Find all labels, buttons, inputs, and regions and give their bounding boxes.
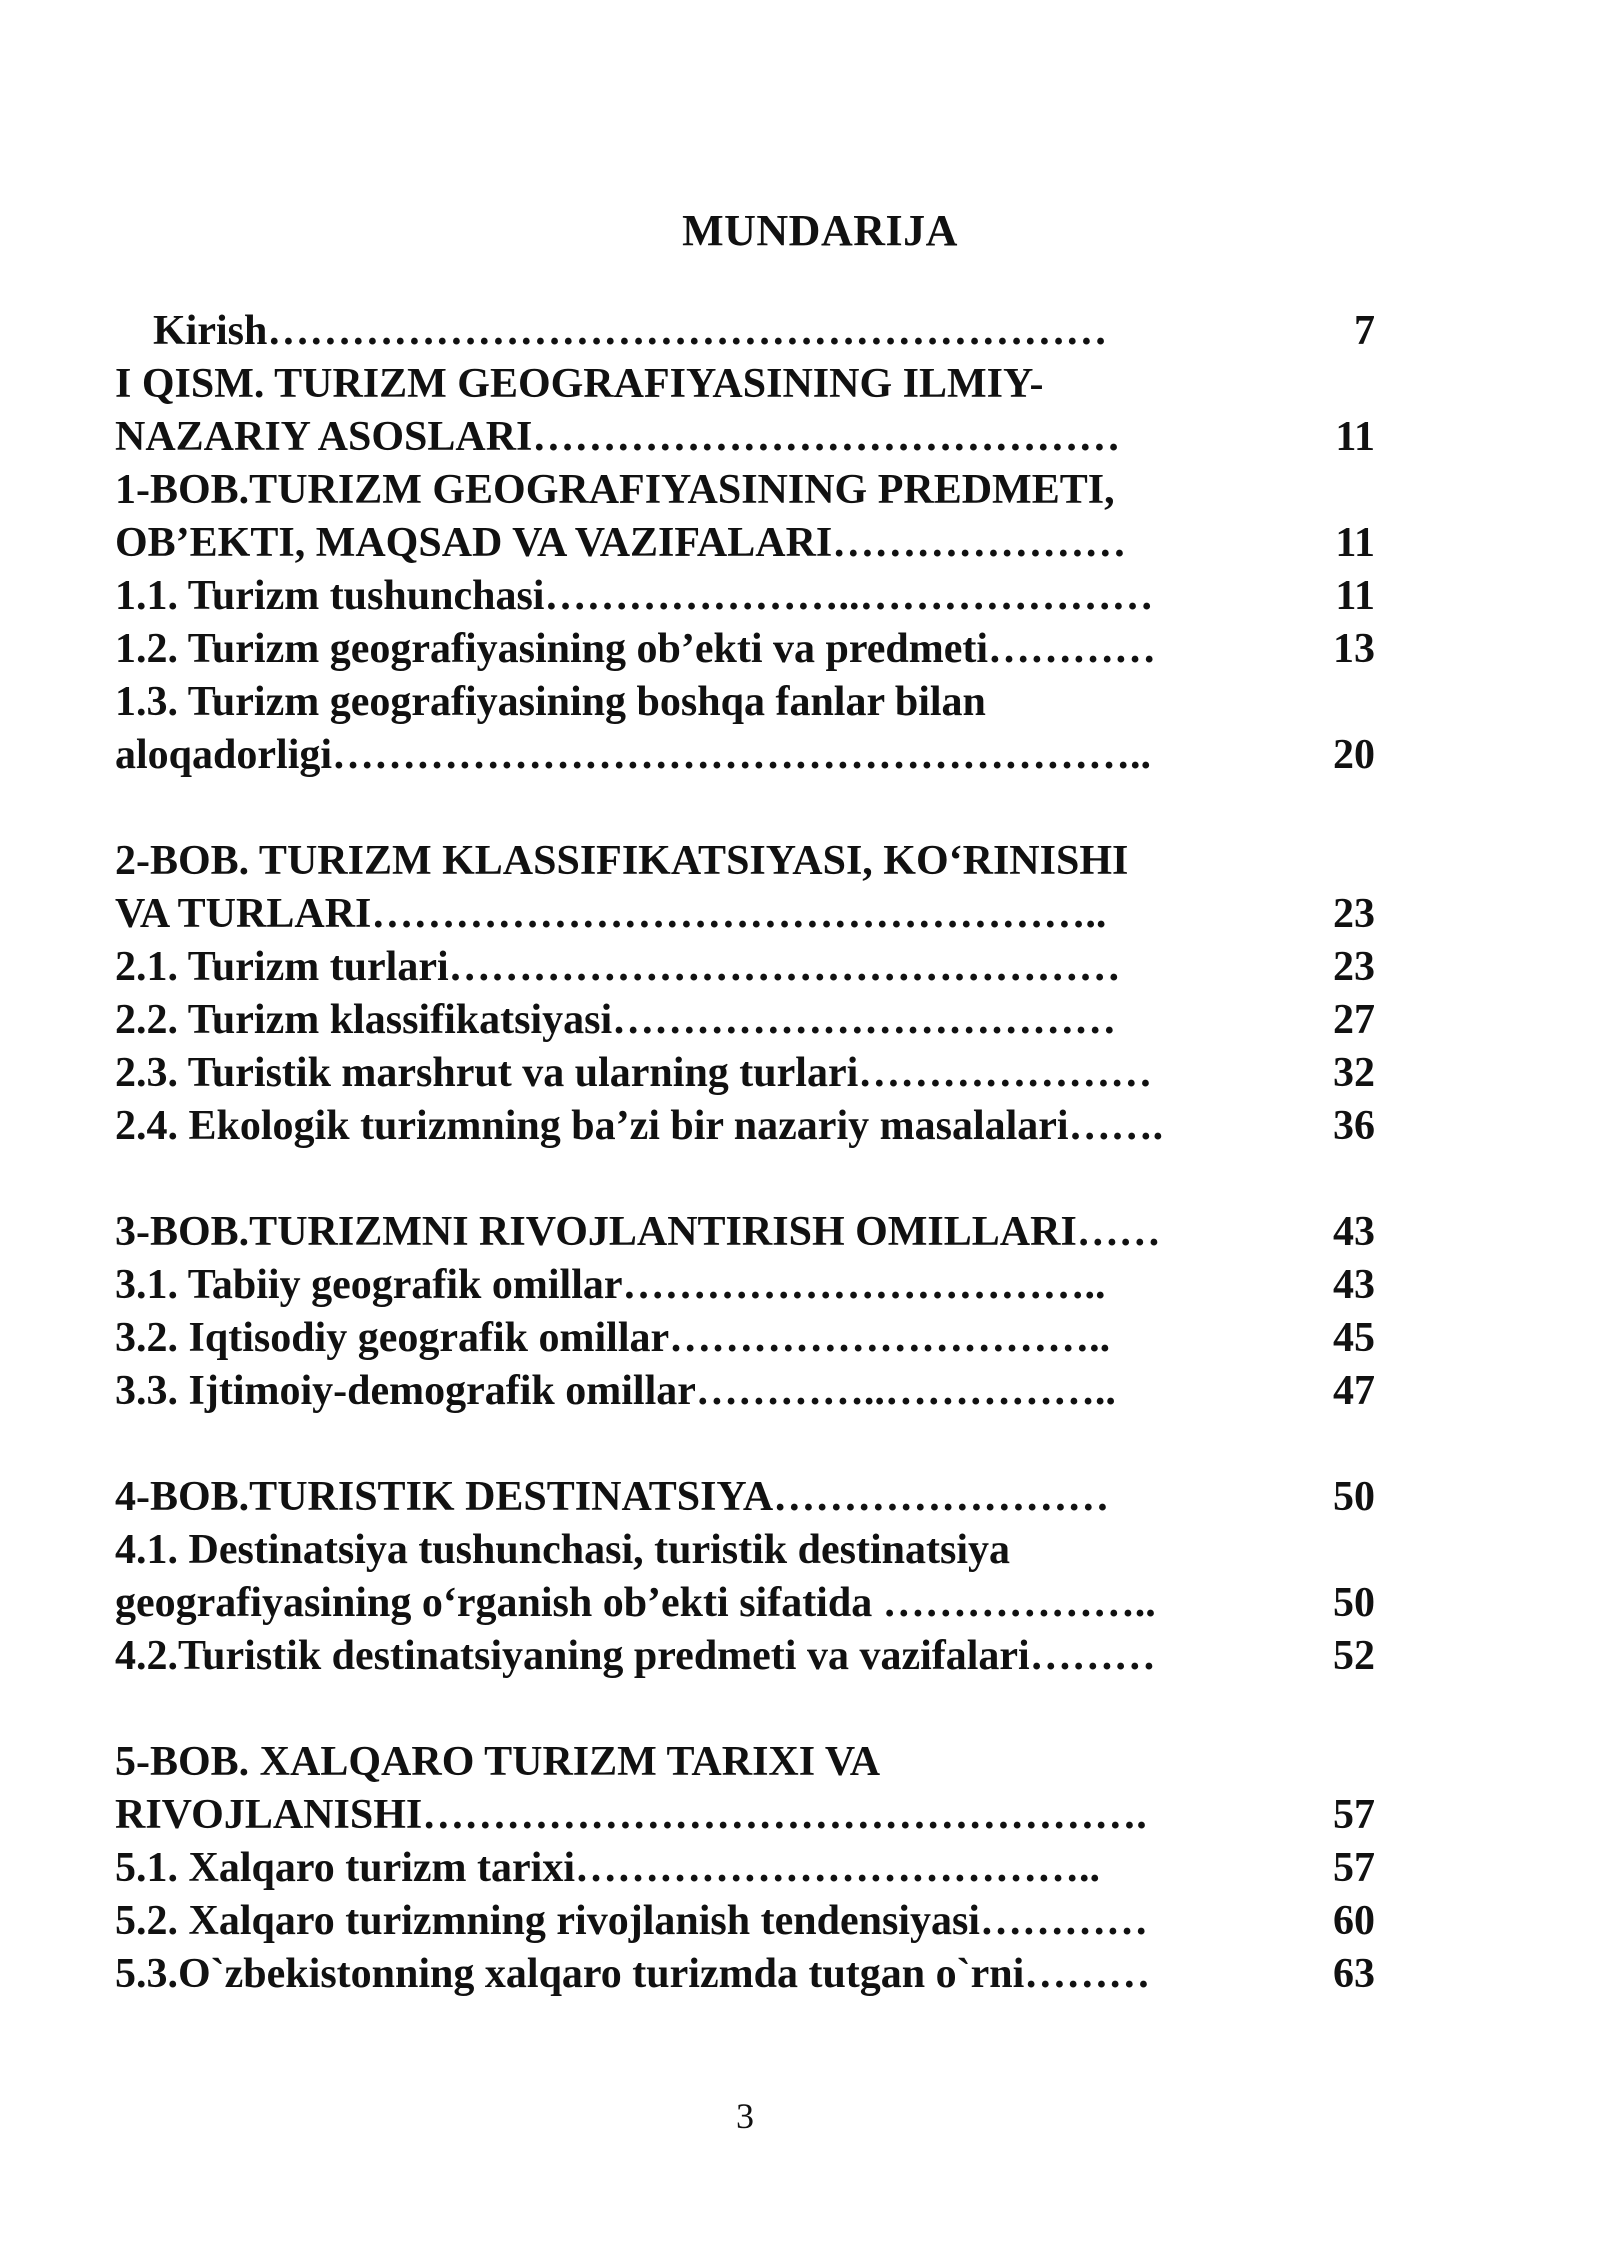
toc-entry-1-3[interactable]: [115, 676, 1375, 782]
toc-entry-2-4[interactable]: [115, 1100, 1375, 1153]
toc-entry-text: 2.1. Turizm turlari…………………………………………: [115, 944, 1121, 990]
toc-entry-chapter-5[interactable]: [115, 1736, 1375, 1842]
toc-entry-page: 36: [1333, 1103, 1375, 1149]
toc-entry-3-1[interactable]: [115, 1259, 1375, 1312]
toc-entry-3-2[interactable]: [115, 1312, 1375, 1365]
toc-entry-text: 2.2. Turizm klassifikatsiyasi………………………………: [115, 997, 1117, 1043]
toc-entry-page: 63: [1333, 1951, 1375, 1997]
toc-entry-text: 3.2. Iqtisodiy geografik omillar…………………………..: [115, 1315, 1111, 1361]
toc-entry-page: 7: [1354, 308, 1375, 354]
toc-entry-chapter-1[interactable]: [115, 464, 1375, 570]
toc-entry-text: 2.3. Turistik marshrut va ularning turlari…………………: [115, 1050, 1153, 1096]
toc-entry-text: 5.3.O`zbekistonning xalqaro turizmda tutgan o`rni………: [115, 1951, 1151, 1997]
toc-entry-kirish[interactable]: [115, 305, 1375, 358]
toc-entry-page: 23: [1333, 944, 1375, 990]
toc-entry-2-3[interactable]: [115, 1047, 1375, 1100]
toc-entry-text: 1.3. Turizm geografiyasining boshqa fanlar bilan aloqadorligi…………………………………………………..: [115, 679, 1152, 778]
toc-entry-chapter-3[interactable]: [115, 1206, 1375, 1259]
table-of-contents: [115, 305, 1375, 2001]
toc-entry-text: 1-BOB.TURIZM GEOGRAFIYASINING PREDMETI, OB’EKTI, MAQSAD VA VAZIFALARI…………………: [115, 467, 1127, 566]
toc-entry-4-2[interactable]: [115, 1630, 1375, 1683]
toc-entry-page: 57: [1333, 1792, 1375, 1838]
toc-entry-chapter-4[interactable]: [115, 1471, 1375, 1524]
toc-entry-page: 57: [1333, 1845, 1375, 1891]
toc-entry-text: 4.2.Turistik destinatsiyaning predmeti va vazifalari………: [115, 1633, 1156, 1679]
toc-entry-text: 5.1. Xalqaro turizm tarixi………………………………..: [115, 1845, 1100, 1891]
toc-entry-2-1[interactable]: [115, 941, 1375, 994]
toc-entry-page: 52: [1333, 1633, 1375, 1679]
toc-entry-page: 23: [1333, 891, 1375, 937]
toc-entry-page: 45: [1333, 1315, 1375, 1361]
toc-entry-text: 1.1. Turizm tushunchasi…………………..…………………: [115, 573, 1154, 619]
toc-entry-page: 13: [1333, 626, 1375, 672]
toc-entry-text: 4.1. Destinatsiya tushunchasi, turistik destinatsiya geografiyasining o‘rganish ob’ekti sifatida ………………..: [115, 1527, 1156, 1626]
toc-entry-page: 27: [1333, 997, 1375, 1043]
toc-entry-text: 2.4. Ekologik turizmning ba’zi bir nazariy masalalari…….: [115, 1103, 1164, 1149]
toc-entry-text: I QISM. TURIZM GEOGRAFIYASINING ILMIY- NAZARIY ASOSLARI……………………………………: [115, 361, 1121, 460]
toc-entry-5-3[interactable]: [115, 1948, 1375, 2001]
toc-entry-text: 3.3. Ijtimoiy-demografik omillar…………..……………..: [115, 1368, 1116, 1414]
toc-entry-page: 20: [1333, 732, 1375, 778]
toc-entry-page: 60: [1333, 1898, 1375, 1944]
toc-entry-text: 4-BOB.TURISTIK DESTINATSIYA……………………: [115, 1474, 1110, 1520]
toc-entry-page: 50: [1333, 1580, 1375, 1626]
toc-entry-text: 5.2. Xalqaro turizmning rivojlanish tendensiyasi…………: [115, 1898, 1148, 1944]
toc-entry-1-2[interactable]: [115, 623, 1375, 676]
toc-entry-5-1[interactable]: [115, 1842, 1375, 1895]
toc-entry-page: 43: [1333, 1262, 1375, 1308]
toc-entry-3-3[interactable]: [115, 1365, 1375, 1418]
toc-entry-chapter-2[interactable]: [115, 835, 1375, 941]
toc-entry-page: 47: [1333, 1368, 1375, 1414]
toc-entry-text: 2-BOB. TURIZM KLASSIFIKATSIYASI, KO‘RINISHI VA TURLARI……………………………………………..: [115, 838, 1129, 937]
toc-entry-text: Kirish……………………………………………………: [153, 308, 1108, 354]
page-title: MUNDARIJA: [682, 206, 958, 255]
toc-entry-part-1[interactable]: [115, 358, 1375, 464]
toc-entry-4-1[interactable]: [115, 1524, 1375, 1630]
toc-entry-text: 3-BOB.TURIZMNI RIVOJLANTIRISH OMILLARI……: [115, 1209, 1161, 1255]
page-number: 3: [736, 2096, 754, 2136]
toc-entry-text: 3.1. Tabiiy geografik omillar……………………………..: [115, 1262, 1106, 1308]
toc-entry-page: 11: [1335, 520, 1375, 566]
toc-entry-text: 1.2. Turizm geografiyasining ob’ekti va predmeti…………: [115, 626, 1157, 672]
toc-entry-1-1[interactable]: [115, 570, 1375, 623]
toc-entry-page: 32: [1333, 1050, 1375, 1096]
toc-entry-page: 11: [1335, 573, 1375, 619]
toc-entry-text: 5-BOB. XALQARO TURIZM TARIXI VA RIVOJLANISHI…………………………………………….: [115, 1739, 1147, 1838]
toc-entry-page: 43: [1333, 1209, 1375, 1255]
toc-entry-page: 50: [1333, 1474, 1375, 1520]
toc-entry-2-2[interactable]: [115, 994, 1375, 1047]
toc-entry-page: 11: [1335, 414, 1375, 460]
toc-entry-5-2[interactable]: [115, 1895, 1375, 1948]
